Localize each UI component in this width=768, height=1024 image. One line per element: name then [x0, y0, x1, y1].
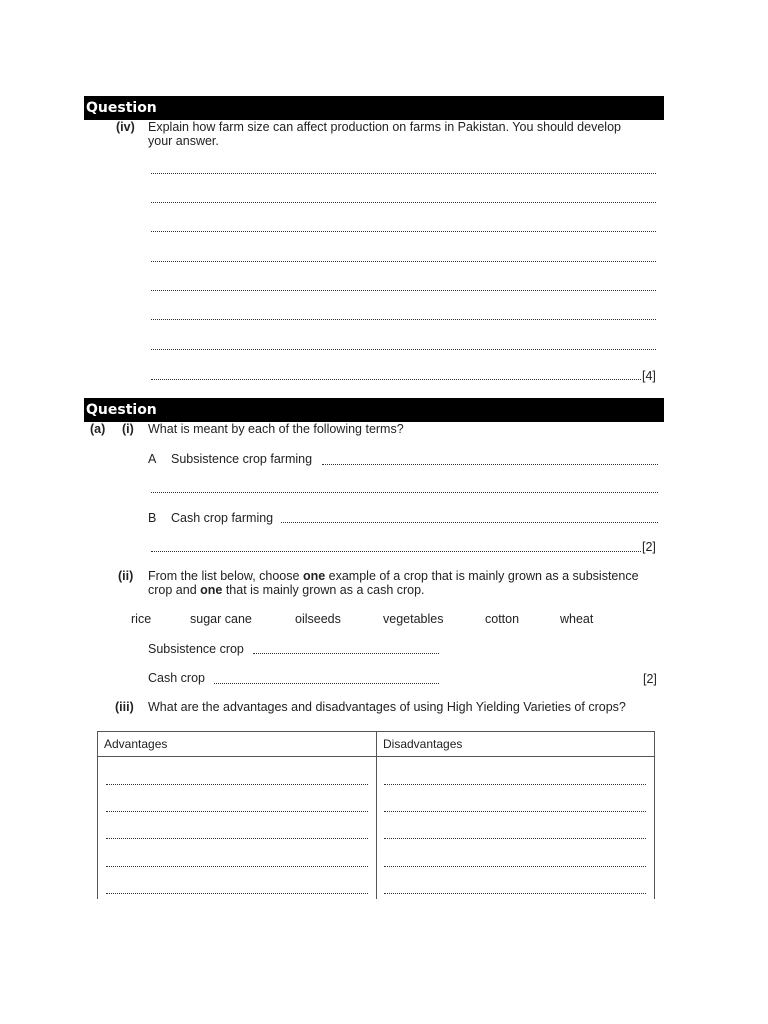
answer-line[interactable] [106, 810, 368, 812]
answer-line[interactable] [151, 201, 656, 203]
part-label-a: (a) [90, 422, 106, 436]
table-column-divider [376, 732, 377, 899]
part-label-iii: (iii) [115, 700, 134, 714]
part-label-ii: (ii) [118, 569, 134, 583]
answer-line[interactable] [384, 865, 646, 867]
question-text-ii-line1: From the list below, choose one example of a crop that is mainly grown as a subsistence [148, 569, 639, 583]
question-text-i: What is meant by each of the following terms? [148, 422, 404, 436]
answer-line[interactable] [214, 682, 439, 684]
question-text-line2: your answer. [148, 134, 219, 148]
answer-line[interactable] [151, 550, 641, 552]
crop-option: cotton [485, 612, 520, 626]
answer-line[interactable] [106, 837, 368, 839]
table-header-disadvantages: Disadvantages [383, 737, 463, 751]
term-a-label: Subsistence crop farming [171, 452, 313, 466]
question-header-1: Question [84, 96, 664, 120]
answer-line[interactable] [384, 783, 646, 785]
crop-option: rice [131, 612, 152, 626]
part-label-iv: (iv) [116, 120, 135, 134]
cash-crop-label: Cash crop [148, 671, 205, 685]
subsistence-crop-label: Subsistence crop [148, 642, 244, 656]
answer-line[interactable] [151, 348, 656, 350]
answer-line[interactable] [106, 865, 368, 867]
answer-line[interactable] [151, 172, 656, 174]
answer-line[interactable] [151, 378, 641, 380]
crop-option: wheat [560, 612, 594, 626]
term-a-letter: A [148, 452, 157, 466]
answer-line[interactable] [151, 318, 656, 320]
crop-option: vegetables [383, 612, 444, 626]
answer-line[interactable] [384, 837, 646, 839]
term-b-letter: B [148, 511, 157, 525]
answer-line[interactable] [106, 783, 368, 785]
marks-label: [4] [642, 369, 656, 383]
answer-line[interactable] [384, 810, 646, 812]
crop-option: oilseeds [295, 612, 341, 626]
answer-line[interactable] [322, 463, 658, 465]
answer-line[interactable] [151, 289, 656, 291]
crop-option: sugar cane [190, 612, 252, 626]
answer-line[interactable] [253, 652, 439, 654]
question-text-ii-line2: crop and one that is mainly grown as a cash crop. [148, 583, 425, 597]
answer-line[interactable] [151, 260, 656, 262]
marks-label: [2] [643, 672, 657, 686]
answer-line[interactable] [281, 521, 658, 523]
answer-line[interactable] [151, 230, 656, 232]
question-text-line1: Explain how farm size can affect production on farms in Pakistan. You should develop [148, 120, 621, 134]
advantages-table [97, 731, 655, 899]
table-header-advantages: Advantages [104, 737, 168, 751]
question-text-iii: What are the advantages and disadvantages of using High Yielding Varieties of crops? [148, 700, 626, 714]
question-header-2: Question [84, 398, 664, 422]
answer-line[interactable] [384, 892, 646, 894]
term-b-label: Cash crop farming [171, 511, 274, 525]
part-label-i: (i) [122, 422, 134, 436]
answer-line[interactable] [106, 892, 368, 894]
answer-line[interactable] [151, 491, 658, 493]
marks-label: [2] [642, 540, 656, 554]
